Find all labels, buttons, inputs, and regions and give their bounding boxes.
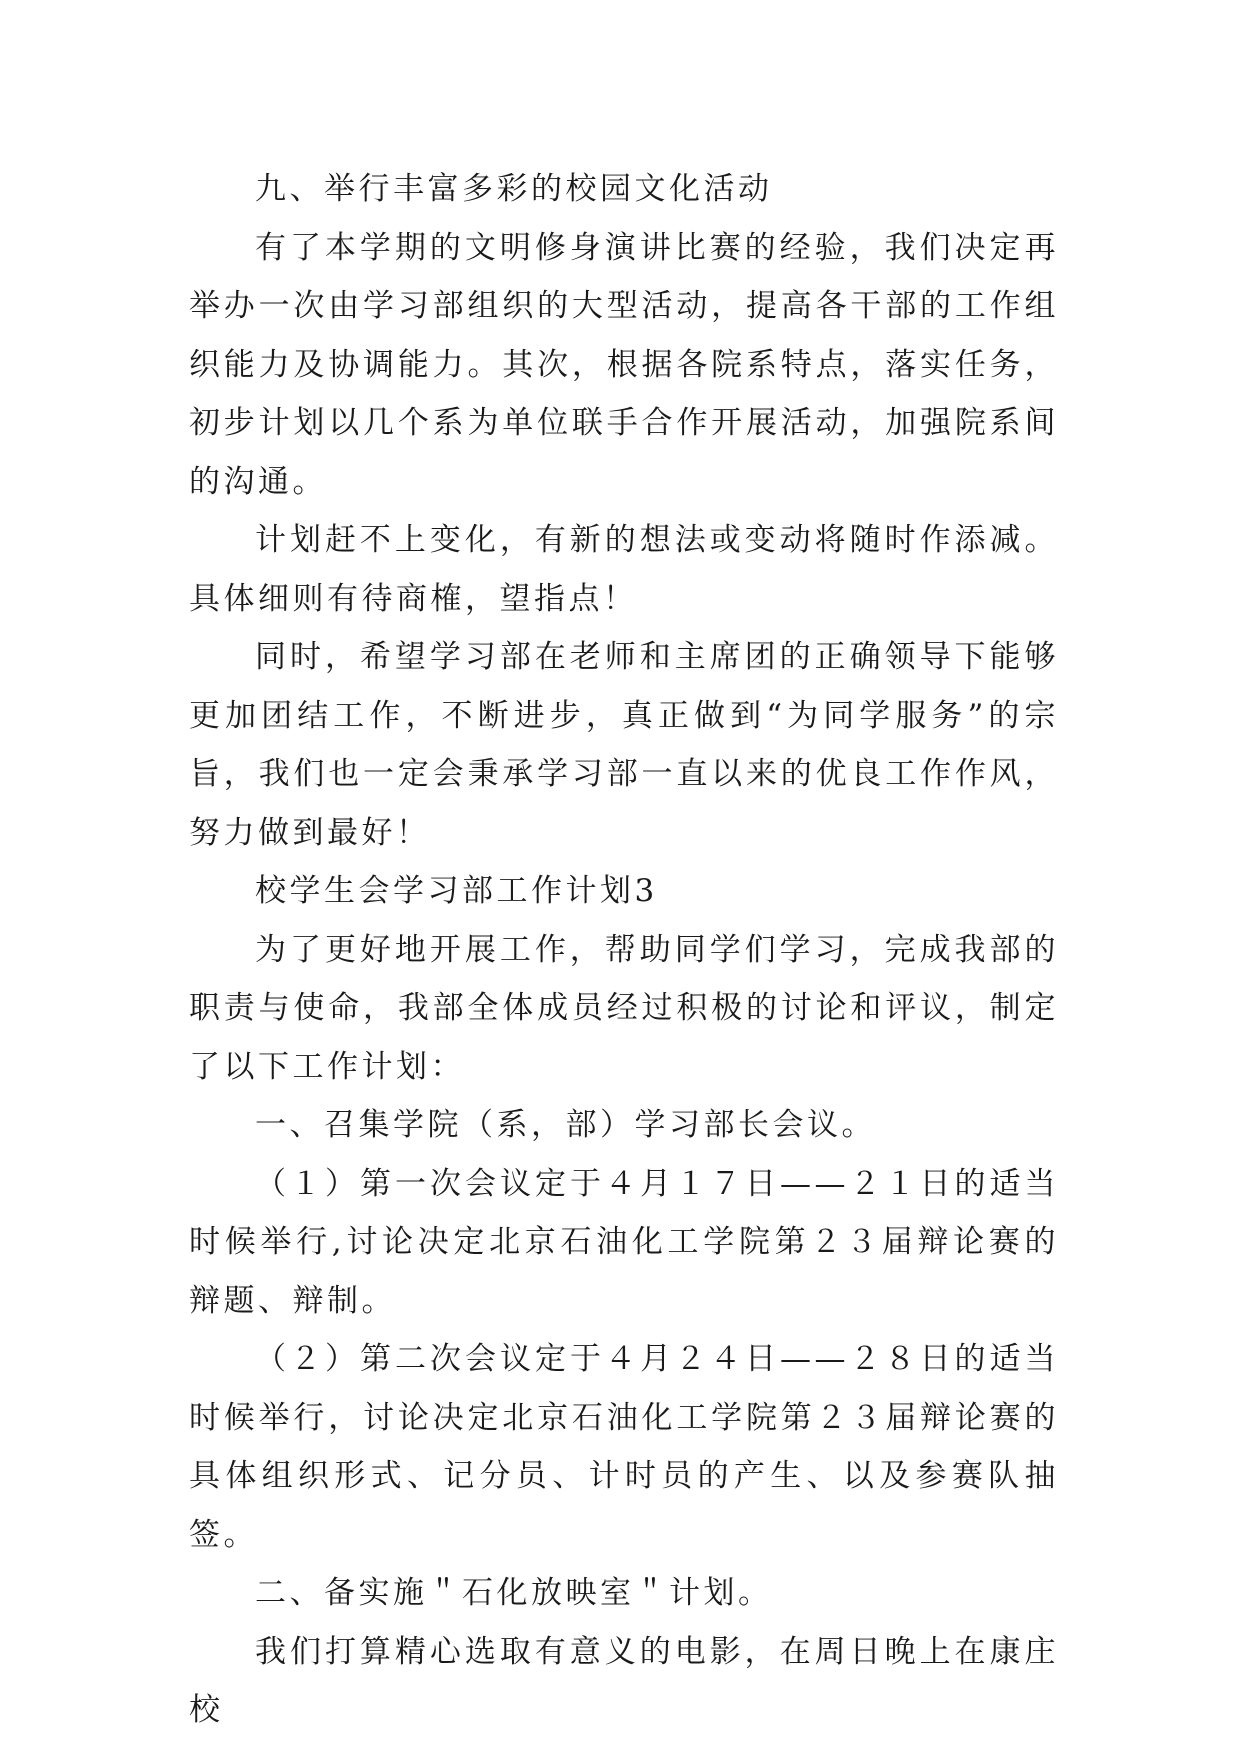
paragraph-second-meeting: （２）第二次会议定于４月２４日——２８日的适当时候举行，讨论决定北京石油化工学院第２３届辩论赛的具体组织形式、记分员、计时员的产生、以及参赛队抽签。 [189,1341,1059,1553]
paragraph-first-meeting: （１）第一次会议定于４月１７日——２１日的适当时候举行,讨论决定北京石油化工学院第２３届辩论赛的辩题、辩制。 [189,1165,1059,1319]
paragraph-activity-plan: 有了本学期的文明修身演讲比赛的经验，我们决定再举办一次由学习部组织的大型活动，提高各干部的工作组织能力及协调能力。其次，根据各院系特点，落实任务，初步计划以几个系为单位联手合作开展活动，加强院系间的沟通。 [189,229,1059,500]
plan-title: 校学生会学习部工作计划3 [255,873,658,909]
section-heading-two: 二、备实施＂石化放映室＂计划。 [255,1575,773,1611]
paragraph-plan-intro: 为了更好地开展工作，帮助同学们学习，完成我部的职责与使命，我部全体成员经过积极的讨论和评议，制定了以下工作计划： [189,931,1059,1085]
document-body [189,160,1059,1740]
section-heading-nine: 九、举行丰富多彩的校园文化活动 [255,171,773,207]
paragraph-movie-plan: 我们打算精心选取有意义的电影，在周日晚上在康庄校 [189,1633,1059,1728]
paragraph-plan-changes: 计划赶不上变化，有新的想法或变动将随时作添减。具体细则有待商榷，望指点！ [189,522,1059,617]
section-heading-one: 一、召集学院（系，部）学习部长会议。 [255,1107,876,1143]
paragraph-closing-hope: 同时，希望学习部在老师和主席团的正确领导下能够更加团结工作，不断进步，真正做到“为同学服务”的宗旨，我们也一定会秉承学习部一直以来的优良工作作风，努力做到最好！ [189,639,1059,851]
